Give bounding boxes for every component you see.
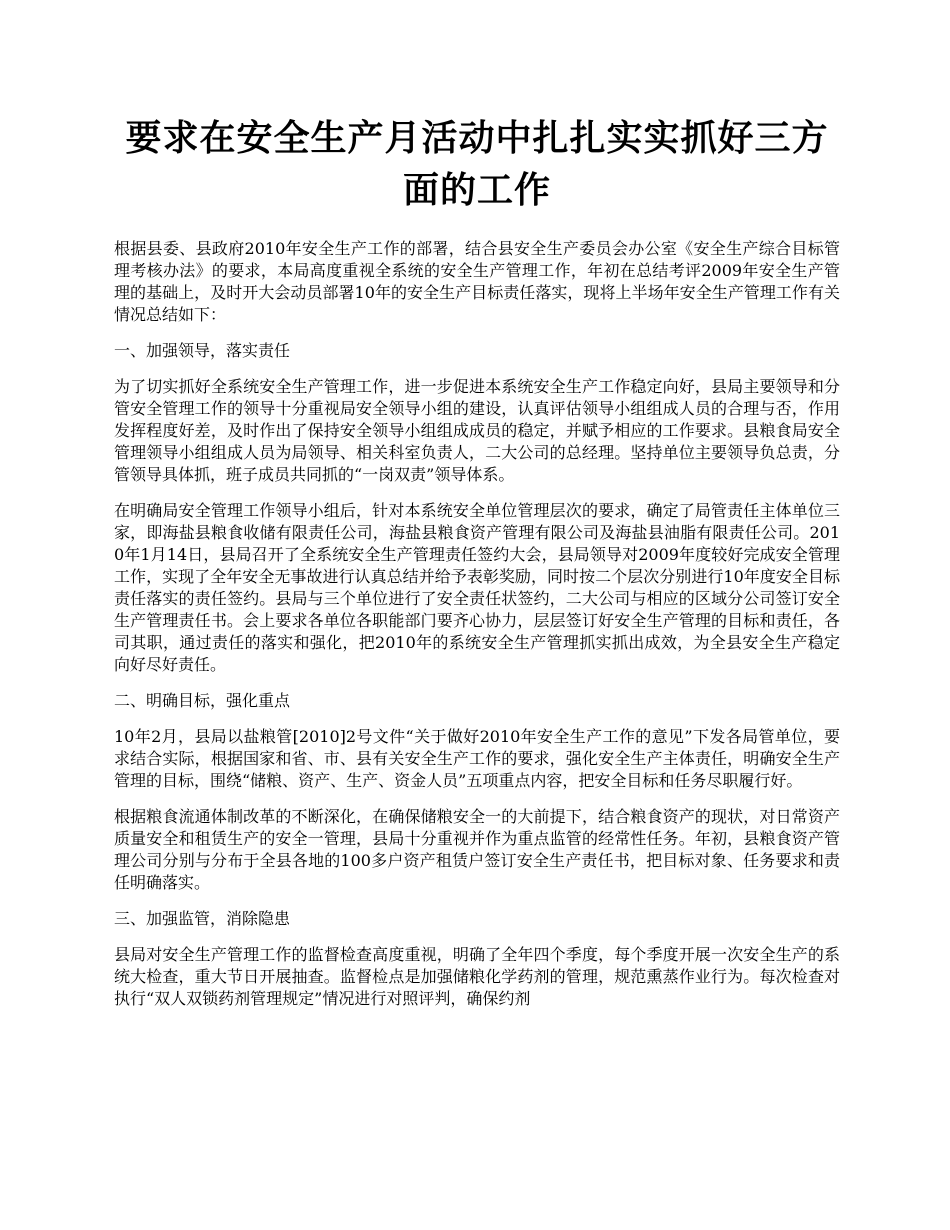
intro-paragraph: 根据县委、县政府2010年安全生产工作的部署，结合县安全生产委员会办公室《安全生产综合目标管理考核办法》的要求，本局高度重视全系统的安全生产管理工作，年初在总结考评2009年安全生产管理的基础上，及时开大会动员部署10年的安全生产目标责任落实，现将上半场年安全生产管理工作有关情况总结如下： bbox=[114, 239, 840, 324]
section-1-heading: 一、加强领导，落实责任 bbox=[114, 341, 291, 360]
section-2-heading: 二、明确目标，强化重点 bbox=[114, 691, 291, 710]
section-2-paragraph-2: 根据粮食流通体制改革的不断深化，在确保储粮安全一的大前提下，结合粮食资产的现状，对日常资产质量安全和租赁生产的安全一管理，县局十分重视并作为重点监管的经常性任务。年初，县粮食资产管理公司分别与分布于全县各地的100多户资产租赁户签订安全生产责任书，把目标对象、任务要求和责任明确落实。 bbox=[114, 807, 840, 892]
section-3-paragraph-1: 县局对安全生产管理工作的监督检查高度重视，明确了全年四个季度，每个季度开展一次安全生产的系统大检查，重大节日开展抽查。监督检点是加强储粮化学药剂的管理，规范熏蒸作业行为。每次检查对执行“双人双锁药剂管理规定”情况进行对照评判，确保约剂 bbox=[114, 945, 840, 1008]
document-title: 要求在安全生产月活动中扎扎实实抓好三方面的工作 bbox=[125, 117, 829, 211]
section-3-heading: 三、加强监管，消除隐患 bbox=[114, 909, 291, 928]
section-1-paragraph-2: 在明确局安全管理工作领导小组后，针对本系统安全单位管理层次的要求，确定了局管责任主体单位三家，即海盐县粮食收储有限责任公司，海盐县粮食资产管理有限公司及海盐县油脂有限责任公司。2010年1月14日，县局召开了全系统安全生产管理责任签约大会，县局领导对2009年度较好完成安全管理工作，实现了全年安全无事故进行认真总结并给予表彰奖励，同时按二个层次分别进行10年度安全目标责任落实的责任签约。县局与三个单位进行了安全责任状签约，二大公司与相应的区域分公司签订安全生产管理责任书。会上要求各单位各职能部门要齐心协力，层层签订好安全生产管理的目标和责任，各司其职，通过责任的落实和强化，把2010年的系统安全生产管理抓实抓出成效，为全县安全生产稳定向好尽好责任。 bbox=[114, 501, 840, 674]
section-1-paragraph-1: 为了切实抓好全系统安全生产管理工作，进一步促进本系统安全生产工作稳定向好，县局主要领导和分管安全管理工作的领导十分重视局安全领导小组的建设，认真评估领导小组组成人员的合理与否，作用发挥程度好差，及时作出了保持安全领导小组组成成员的稳定，并赋予相应的工作要求。县粮食局安全管理领导小组组成人员为局领导、相关科室负责人，二大公司的总经理。坚持单位主要领导负总责，分管领导具体抓，班子成员共同抓的“一岗双责”领导体系。 bbox=[114, 377, 840, 484]
document-page bbox=[114, 112, 840, 1024]
section-2-paragraph-1: 10年2月，县局以盐粮管[2010]2号文件“关于做好2010年安全生产工作的意见”下发各局管单位，要求结合实际，根据国家和省、市、县有关安全生产工作的要求，强化安全生产主体责任，明确安全生产管理的目标，围绕“储粮、资产、生产、资金人员”五项重点内容，把安全目标和任务尽职履行好。 bbox=[114, 727, 840, 790]
